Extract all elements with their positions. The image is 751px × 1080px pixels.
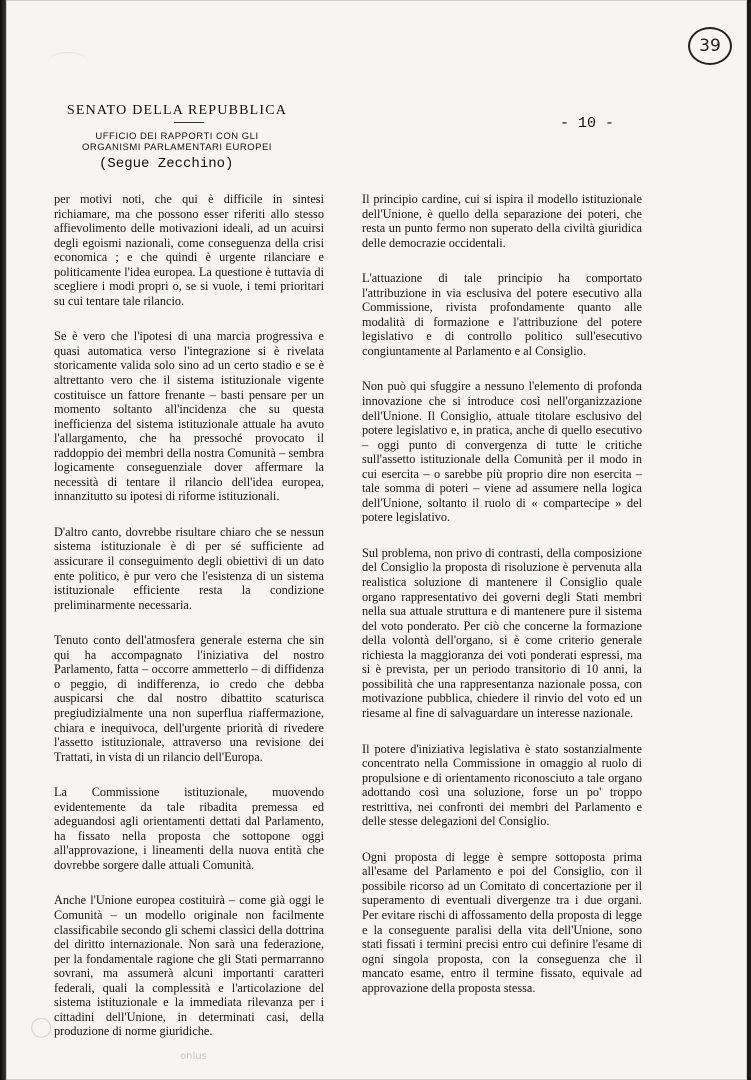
faint-stamp-mark — [48, 52, 88, 71]
paragraph: Il principio cardine, cui si ispira il modello istituzionale dell'Unione, è quello della separazione dei poteri, che resta un punto fermo non superato della civiltà giuridica delle democrazie occidentali. — [362, 192, 642, 250]
archive-stamp-number: 39 — [688, 27, 732, 65]
paragraph: Tenuto conto dell'atmosfera generale esterna che sin qui ha accompagnato l'iniziativa del nostro Parlamento, fatta – occorre ammetterlo – di diffidenza o peggio, di indifferenza, io credo che debba auspicarsi che dal nostro dibattito scaturisca pregiudizialmente una non superflua riaffermazione, chiara e inequivoca, dell'urgente priorità di rivedere l'assetto istituzionale, attraverso una revisione dei Trattati, in vista di un rilancio dell'Europa. — [54, 633, 324, 764]
right-column — [362, 192, 642, 1016]
paragraph: Ogni proposta di legge è sempre sottoposta prima all'esame del Parlamento e poi del Consiglio, con il possibile ricorso ad un Comitato di concertazione per il superamento di eventuali divergenze tra i due organi. Per evitare rischi di affossamento della proposta di legge e la conseguente paralisi della vita dell'Unione, sono stati fissati i termini precisi entro cui definire l'esame di ogni singola proposta, con la conseguenza che il mancato esame, entro il termine fissato, equivale ad approvazione della proposta stessa. — [362, 849, 642, 995]
speaker-segue: (Segue Zecchino) — [99, 156, 234, 172]
office-line-2: ORGANISMI PARLAMENTARI EUROPEI — [82, 142, 272, 153]
paragraph: D'altro canto, dovrebbe risultare chiaro che se nessun sistema istituzionale è di per sé sufficiente ad assicurare il conseguimento degli obiettivi di un dato ente politico, è pur vero che l'esistenza di un sistema istituzionale efficiente resta la condizione preliminarmente necessaria. — [54, 524, 324, 612]
institution-heading: SENATO DELLA REPUBBLICA — [66, 103, 288, 118]
paragraph: Se è vero che l'ipotesi di una marcia progressiva e quasi automatica verso l'integrazione si è rivelata storicamente valida solo sino ad un certo stadio e se è altrettanto vero che il sistema istituzionale vigente costituisce un fattore frenante – basti pensare per un momento soltanto all'incidenza che su questa inefficienza del sistema istituzionale attuale ha avuto l'allargamento, che ha pressoché provocato il raddoppio dei membri della nostra Comunità – sembra logicamente conseguenziale dover affermare la necessità di tentare il rilancio dell'idea europea, innanzitutto su ipotesi di riforme istituzionali. — [54, 329, 324, 504]
paragraph: La Commissione istituzionale, muovendo evidentemente da tale ribadita premessa ed adeguandosi agli orientamenti dettati dal Parlamento, ha fissato nella proposta che sottopone oggi all'approvazione, i lineamenti della nuova entità che dovrebbe sorgere dalle attuali Comunità. — [54, 785, 324, 872]
paragraph: Il potere d'iniziativa legislativa è stato sostanzialmente concentrato nella Commissione in omaggio al ruolo di propulsione e di orientamento riconosciuto a tale organo adottando così una soluzione, forse un po' troppo restrittiva, nei confronti dei membri del Parlamento e delle stesse delegazioni del Consiglio. — [362, 741, 642, 829]
paragraph: L'attuazione di tale principio ha comportato l'attribuzione in via esclusiva del potere esecutivo alla Commissione, rivista profondamente quanto alle modalità di formazione e l'attribuzione del potere legislativo e di controllo politico sull'esecutivo congiuntamente al Parlamento e al Consiglio. — [362, 271, 642, 358]
watermark-text: onlus — [180, 1051, 207, 1062]
paragraph: per motivi noti, che qui è difficile in sintesi richiamare, ma che possono esser riferiti allo stesso affievolimento delle motivazioni ideali, ad un acuirsi degli egoismi nazionali, come conseguenza della crisi economica ; e che quindi è urgente rilanciare e politicamente l'idea europea. La questione è tuttavia di scegliere i modi propri o, se si vuole, i temi prioritari su cui tentare tale rilancio. — [54, 192, 324, 308]
paragraph: Anche l'Unione europea costituirà – come già oggi le Comunità – un modello originale non facilmente classificabile secondo gli schemi classici della dottrina del diritto internazionale. Non sarà una federazione, per la fondamentale ragione che gli Stati permarranno sovrani, ma assumerà alcuni importanti caratteri federali, quali la complessità e l'articolazione del sistema istituzionale e la immediata rilevanza per i cittadini dell'Unione, in determinati casi, della produzione di norme giuridiche. — [54, 893, 324, 1039]
page-number: - 10 - — [560, 115, 615, 132]
paragraph: Sul problema, non privo di contrasti, della composizione del Consiglio la proposta di risoluzione è pervenuta alla realistica soluzione di mantenere il Consiglio quale organo rappresentativo dei governi degli Stati membri nella sua attuale struttura e di mantenere pure il sistema del voto ponderato. Per ciò che concerne la formazione della volontà dell'organo, si è come criterio generale richiesta la maggioranza dei voti ponderati espressi, ma si è prevista, per un periodo transitorio di 10 anni, la possibilità che una rappresentanza nazionale possa, con motivazione pubblica, chiedere il rinvio del voto ed un riesame al fine di salvaguardare un interesse nazionale. — [362, 545, 642, 720]
left-column — [54, 192, 324, 1060]
watermark-logo-icon: ◯ — [30, 1014, 53, 1038]
heading-rule — [174, 122, 204, 123]
office-line-1: UFFICIO DEI RAPPORTI CON GLI — [95, 131, 259, 142]
paragraph: Non può qui sfuggire a nessuno l'elemento di profonda innovazione che si introduce così nell'organizzazione dell'Unione. Il Consiglio, attuale titolare esclusivo del potere legislativo e, in pratica, anche di quello esecutivo – oggi punto di convergenza di tutte le critiche sull'assetto istituzionale della Comunità per il modo in cui esercita – o sarebbe più proprio dire non esercita – tale somma di poteri – viene ad assumere nella logica dell'Unione, soltanto il ruolo di « compartecipe » del potere legislativo. — [362, 379, 642, 525]
